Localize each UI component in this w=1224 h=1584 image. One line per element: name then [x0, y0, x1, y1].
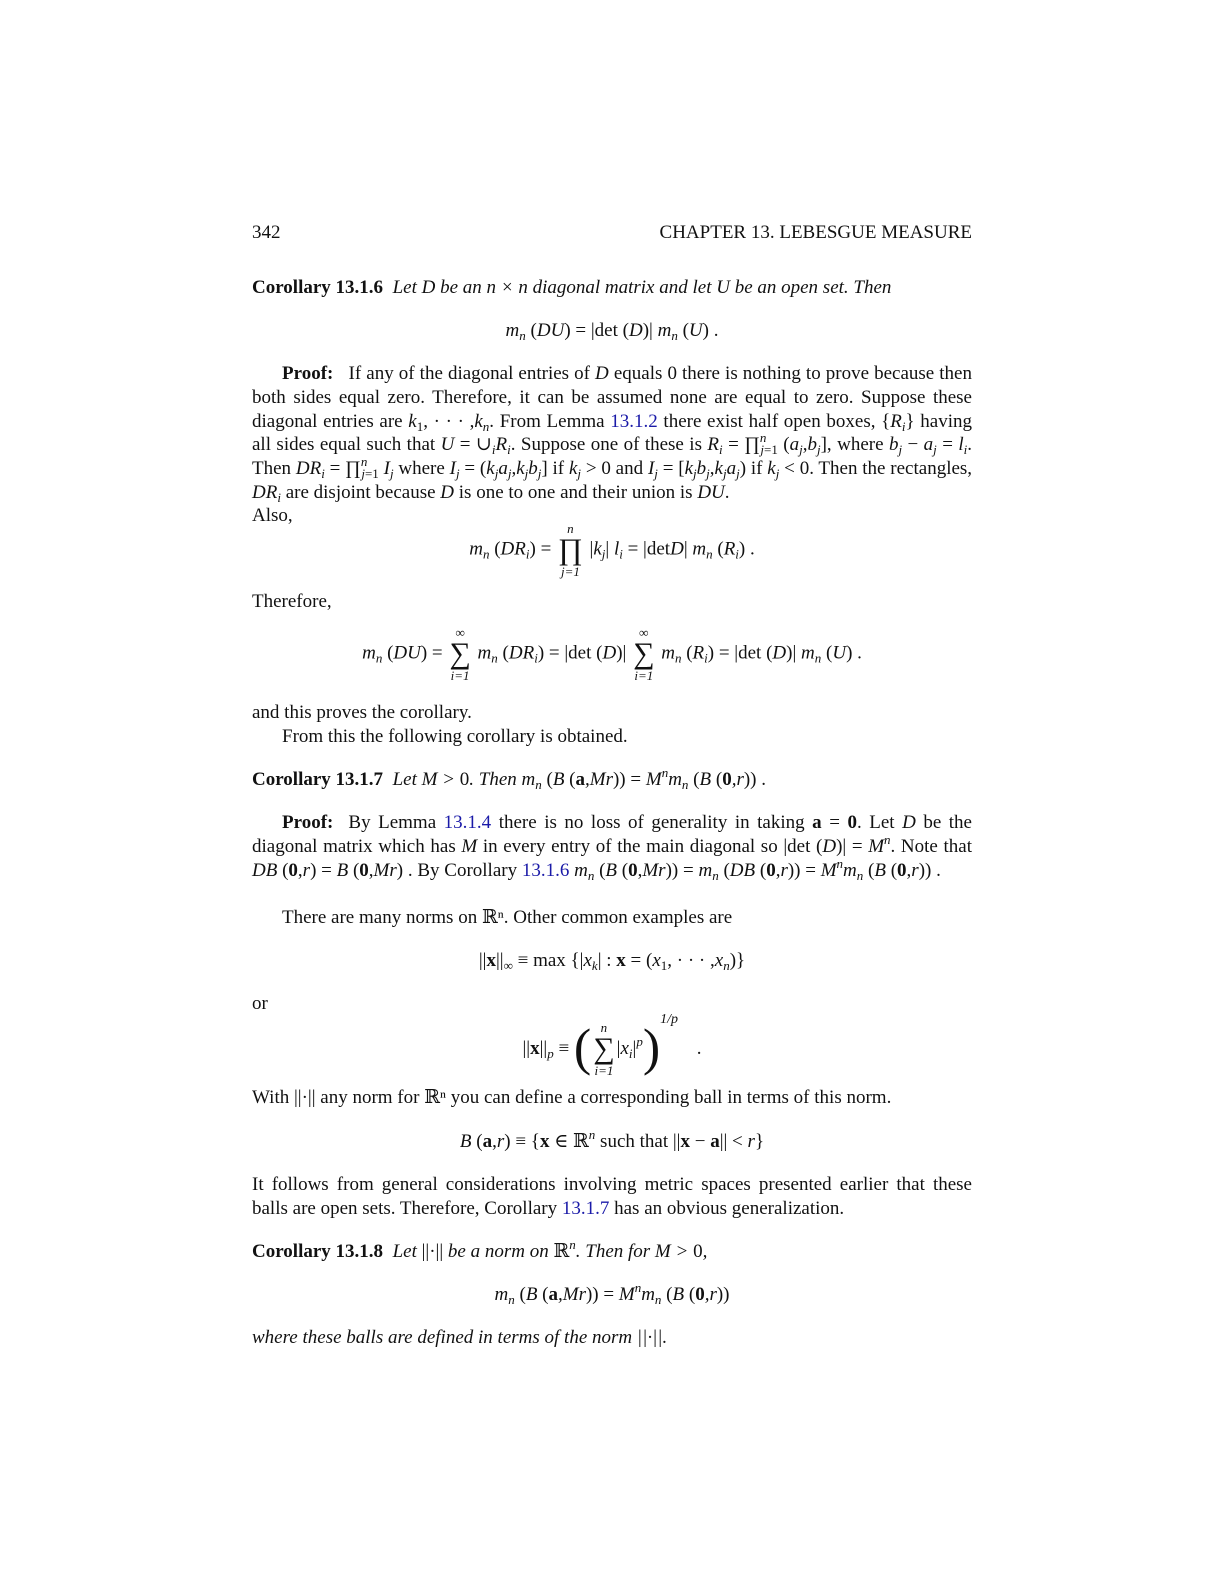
page-number: 342	[252, 222, 281, 243]
proof-label: Proof:	[282, 363, 334, 384]
equation-p-norm: $||x||_p$ ≡ ( n ∑ i=1 $|x_i|^p)^{1/p}$ .	[522, 1012, 702, 1078]
also-text: Also,	[252, 505, 293, 526]
many-norms-text: There are many norms on ℝⁿ. Other common examples are	[282, 907, 733, 928]
corollary-13-1-8: Corollary 13.1.8 Let ||·|| be a norm on ℝ$^n$. Then for M > 0,	[252, 1237, 708, 1262]
corollary-link[interactable]: 13.1.6	[521, 859, 570, 881]
corollary-link[interactable]: 13.1.7	[561, 1197, 610, 1219]
proof-paragraph-1: Proof: If any of the diagonal entries of D equals 0 there is nothing to prove because then both sides equal zero. Therefore, it can be assumed none are equal to zero. Suppose these diagonal entries are $k_1$, · · · $,k_n$. From Lemma 13.1.2 there exist half open boxes, $\{R_i\}$ having all sides equal such that $U = \cup_iR_i$. Suppose one of these is $R_i$ = ∏$^n_{j=1}$ $(a_j,b_j]$, where $b_j - a_j = l_i$. Then $DR_i$ = ∏$^n_{j=1}$ $I_j$ where $I_j = (k_ja_j,k_jb_j]$ if $k_j > 0$ and $I_j = [k_jb_j,k_ja_j)$ if $k_j < 0$. Then the rectangles, $DR_i$ are disjoint because D is one to one and their union is DU.	[252, 363, 973, 505]
lemma-link[interactable]: 13.1.2	[610, 410, 658, 432]
equation-mn-DRi: $m_n$ $(DR_i)$ = n ∏ j=1 $|k_j|$ $l_i = |\det D|$ $m_n$ $(R_i)$ .	[469, 521, 755, 579]
corollary-13-1-8-tail: where these balls are defined in terms of the norm ||·||.	[252, 1327, 668, 1348]
equation-ball-scaling: $m_n$ (B $(a,Mr)) = M^nm_n$ (B (0,r))	[494, 1280, 730, 1307]
chapter-title: CHAPTER 13. LEBESGUE MEASURE	[659, 222, 972, 243]
corollary-label: Corollary 13.1.8	[252, 1241, 384, 1262]
corollary-13-1-6	[252, 276, 972, 300]
equation-mn-DU: $m_n$ (DU) = |det (D)| $m_n$ (U) .	[505, 320, 719, 343]
it-follows-paragraph: It follows from general considerations involving metric spaces presented earlier that these balls are open sets. Therefore, Corollary 13.1.7 has an obvious generalization.	[252, 1174, 972, 1219]
therefore-text: Therefore,	[252, 591, 332, 612]
proof-label: Proof:	[282, 812, 334, 833]
lemma-link[interactable]: 13.1.4	[443, 812, 492, 833]
proof-paragraph-2: Proof: By Lemma 13.1.4 there is no loss of generality in taking a = 0. Let D be the diagonal matrix which has M in every entry of the main diagonal so |det $(D)| = M^n$. Note that DB (0,r) = B (0,Mr) . By Corollary 13.1.6 $m_n$ (B $(0,Mr)) = m_n$ (DB $(0,r)) = M^nm_n$ (B (0,r)) .	[252, 812, 972, 883]
following-corollary-text: From this the following corollary is obtained.	[282, 726, 628, 747]
corollary-statement: Let D be an n × n diagonal matrix and let U be an open set. Then	[392, 277, 892, 298]
equation-sum-mn: $m_n$ (DU) = ∞ ∑ i=1 $m_n$ $(DR_i) = |\det$ (D)| ∞ ∑ i=1 $m_n$ $(R_i) = |\det$ (D)| $m_n$ (U) .	[362, 625, 862, 683]
or-text: or	[252, 993, 268, 1014]
with-norm-text: With ||·|| any norm for ℝⁿ you can define a corresponding ball in terms of this norm.	[252, 1087, 892, 1108]
equation-ball-def: B (a,r) ≡ {x ∈ ℝ$^n$ such that ||x − a|| < r}	[459, 1127, 765, 1152]
corollary-label: Corollary 13.1.7	[252, 769, 384, 790]
equation-inf-norm: $||x||_\infty \equiv \max \{|x_k|$ : $x = (x_1$, · · · $,x_n$)}	[478, 950, 746, 973]
proves-corollary-text: and this proves the corollary.	[252, 702, 472, 723]
corollary-13-1-7: Corollary 13.1.7 Let M > 0. Then $m_n$ (B $(a,Mr)) = M^nm_n$ (B (0,r)) .	[252, 765, 766, 792]
corollary-label: Corollary 13.1.6	[252, 277, 384, 298]
